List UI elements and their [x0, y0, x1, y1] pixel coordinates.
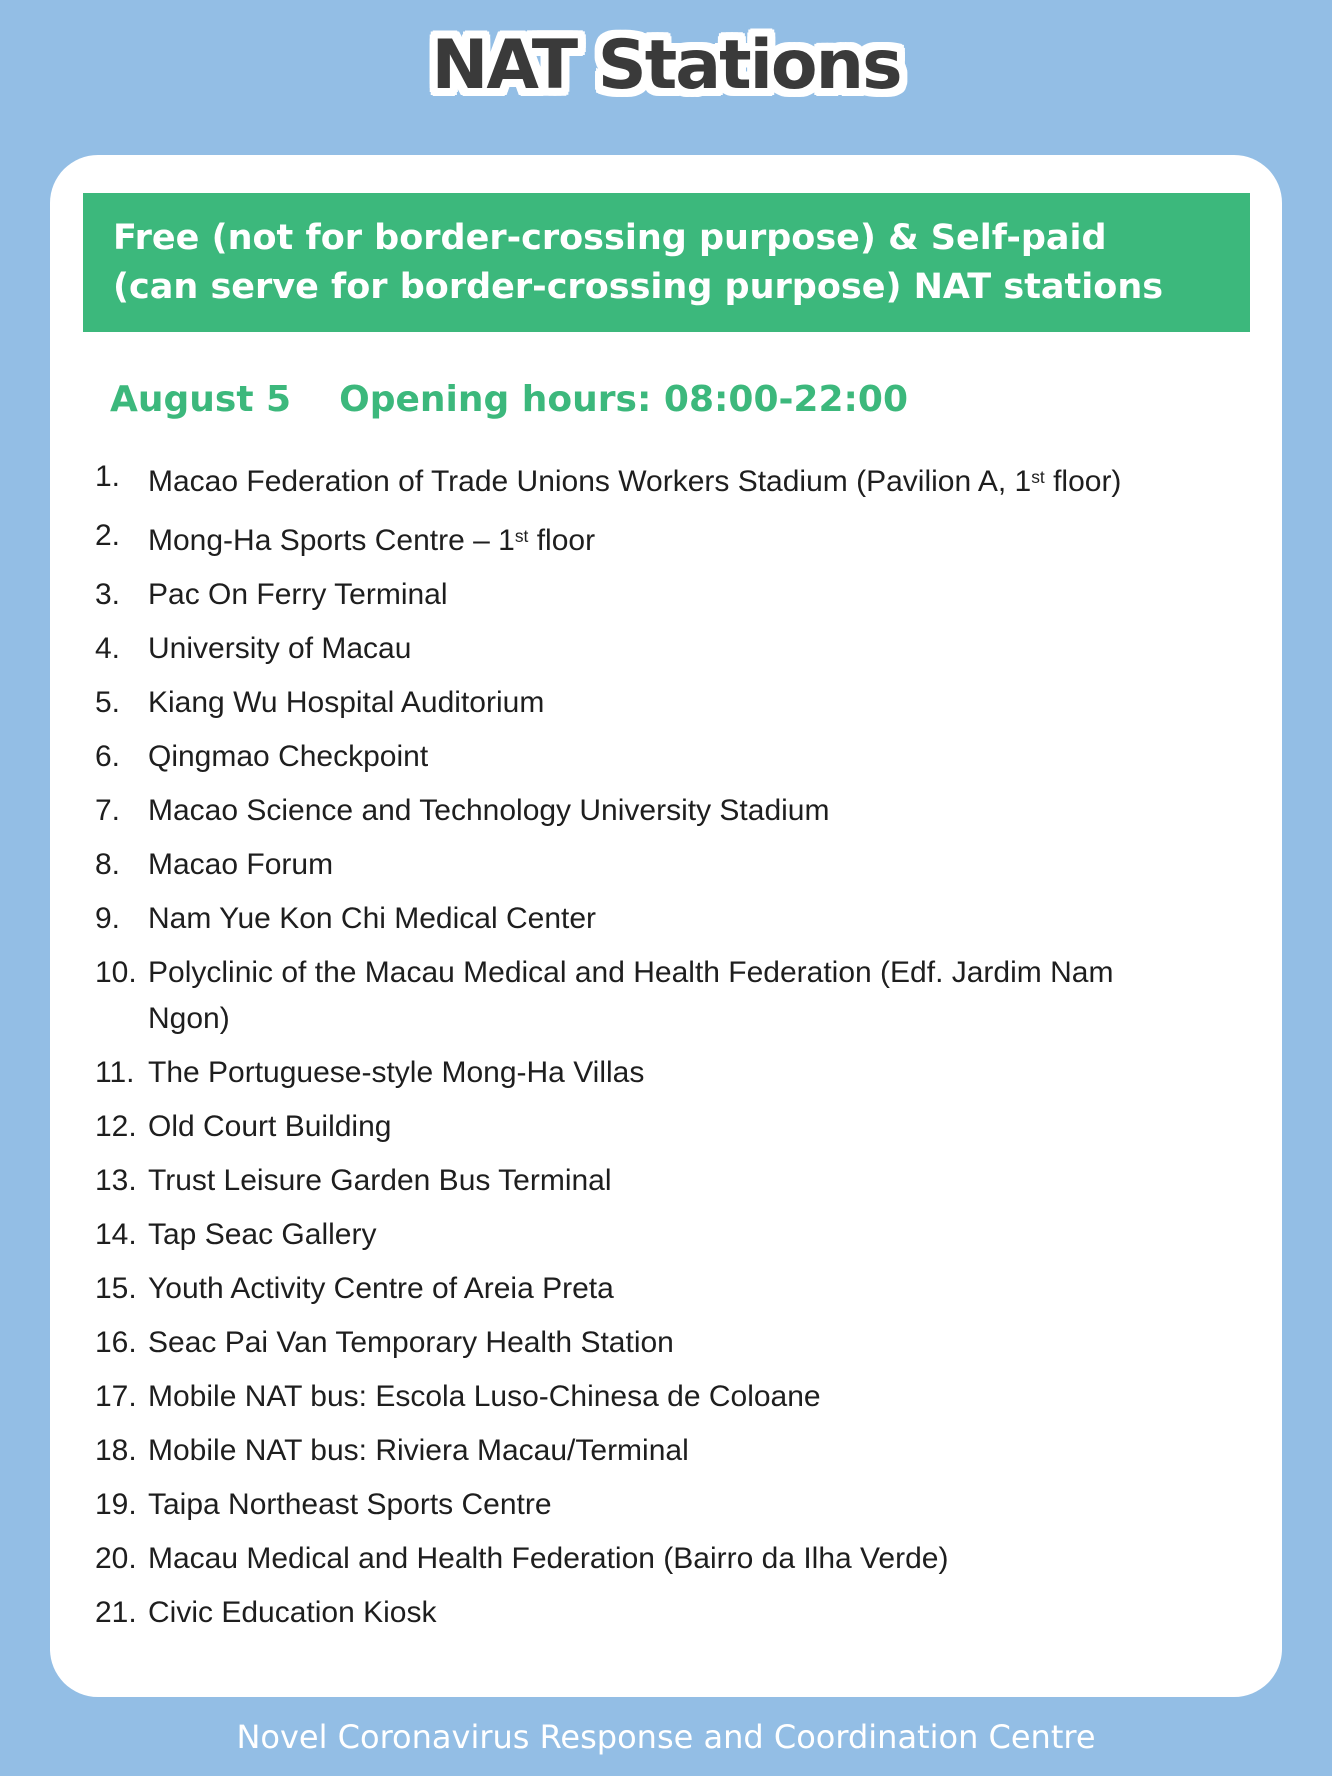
station-number: 2.	[95, 518, 121, 552]
station-number: 5.	[95, 685, 121, 719]
station-text: Seac Pai Van Temporary Health Station	[148, 1325, 674, 1359]
content-card	[50, 155, 1282, 1697]
station-item	[95, 1428, 1258, 1474]
schedule-line	[110, 378, 1282, 422]
station-text: The Portuguese-style Mong-Ha Villas	[148, 1055, 645, 1089]
station-number: 18.	[95, 1433, 137, 1467]
station-text: Youth Activity Centre of Areia Preta	[148, 1271, 614, 1305]
station-text: Kiang Wu Hospital Auditorium	[148, 685, 545, 719]
station-number: 3.	[95, 577, 121, 611]
station-number: 10.	[95, 955, 137, 989]
station-text: Taipa Northeast Sports Centre	[148, 1487, 552, 1521]
superscript: st	[1031, 467, 1045, 487]
station-number: 11.	[95, 1055, 135, 1089]
station-text: Macao Forum	[148, 847, 334, 881]
station-number: 14.	[95, 1217, 137, 1251]
station-item	[95, 572, 1258, 618]
station-item	[95, 1212, 1258, 1258]
station-number: 21.	[95, 1595, 137, 1629]
station-number: 8.	[95, 847, 121, 881]
station-item	[95, 950, 1258, 1042]
station-item	[95, 896, 1258, 942]
station-item	[95, 1374, 1258, 1420]
station-item	[95, 1482, 1258, 1528]
station-number: 1.	[95, 460, 121, 493]
footer-text: Novel Coronavirus Response and Coordination Centre	[236, 1717, 1096, 1756]
station-item	[95, 1590, 1258, 1636]
station-item	[95, 1050, 1258, 1096]
schedule-date: August 5	[110, 379, 292, 420]
station-item	[95, 734, 1258, 780]
station-text: Qingmao Checkpoint	[148, 739, 429, 773]
banner-line2: (can serve for border-crossing purpose) NAT stations	[113, 267, 1164, 307]
station-item	[95, 1104, 1258, 1150]
station-item	[95, 1158, 1258, 1204]
station-item	[95, 626, 1258, 672]
station-item	[95, 454, 1258, 505]
station-text: Mobile NAT bus: Riviera Macau/Terminal	[148, 1433, 689, 1467]
station-item	[95, 680, 1258, 726]
superscript: st	[514, 525, 529, 546]
station-item	[95, 788, 1258, 834]
station-item	[95, 842, 1258, 888]
station-text: Civic Education Kiosk	[148, 1595, 437, 1629]
station-number: 15.	[95, 1271, 137, 1305]
station-number: 7.	[95, 793, 121, 827]
station-item	[95, 1320, 1258, 1366]
station-text: Old Court Building	[148, 1109, 392, 1143]
station-number: 19.	[95, 1487, 137, 1521]
station-number: 6.	[95, 739, 121, 773]
station-number: 9.	[95, 901, 121, 935]
station-text: Macao Science and Technology University Stadium	[148, 793, 830, 827]
station-item	[95, 513, 1258, 564]
station-number: 20.	[95, 1541, 137, 1575]
station-text: Pac On Ferry Terminal	[148, 577, 448, 611]
station-number: 4.	[95, 631, 121, 665]
station-text: Mobile NAT bus: Escola Luso-Chinesa de Coloane	[148, 1379, 821, 1413]
station-text: Mong-Ha Sports Centre – 1st floor	[148, 523, 596, 557]
banner-line1: Free (not for border-crossing purpose) & Self-paid	[113, 218, 1107, 258]
station-text: Tap Seac Gallery	[148, 1217, 377, 1251]
station-number: 16.	[95, 1325, 137, 1359]
station-text: Macau Medical and Health Federation (Bairro da Ilha Verde)	[148, 1541, 949, 1575]
schedule-hours: Opening hours: 08:00-22:00	[339, 379, 909, 420]
station-text: Nam Yue Kon Chi Medical Center	[148, 901, 597, 935]
station-text: Polyclinic of the Macau Medical and Health Federation (Edf. Jardim Nam Ngon)	[148, 955, 1114, 1035]
station-item	[95, 1536, 1258, 1582]
station-number: 17.	[95, 1379, 137, 1413]
station-list	[50, 454, 1258, 1636]
page-title: NAT Stations	[431, 26, 901, 105]
station-text: Trust Leisure Garden Bus Terminal	[148, 1163, 612, 1197]
station-text: Macao Federation of Trade Unions Workers Stadium (Pavilion A, 1st floor)	[148, 464, 1122, 498]
station-text: University of Macau	[148, 631, 412, 665]
station-number: 13.	[95, 1163, 137, 1197]
station-item	[95, 1266, 1258, 1312]
banner	[83, 193, 1250, 332]
station-number: 12.	[95, 1109, 137, 1143]
